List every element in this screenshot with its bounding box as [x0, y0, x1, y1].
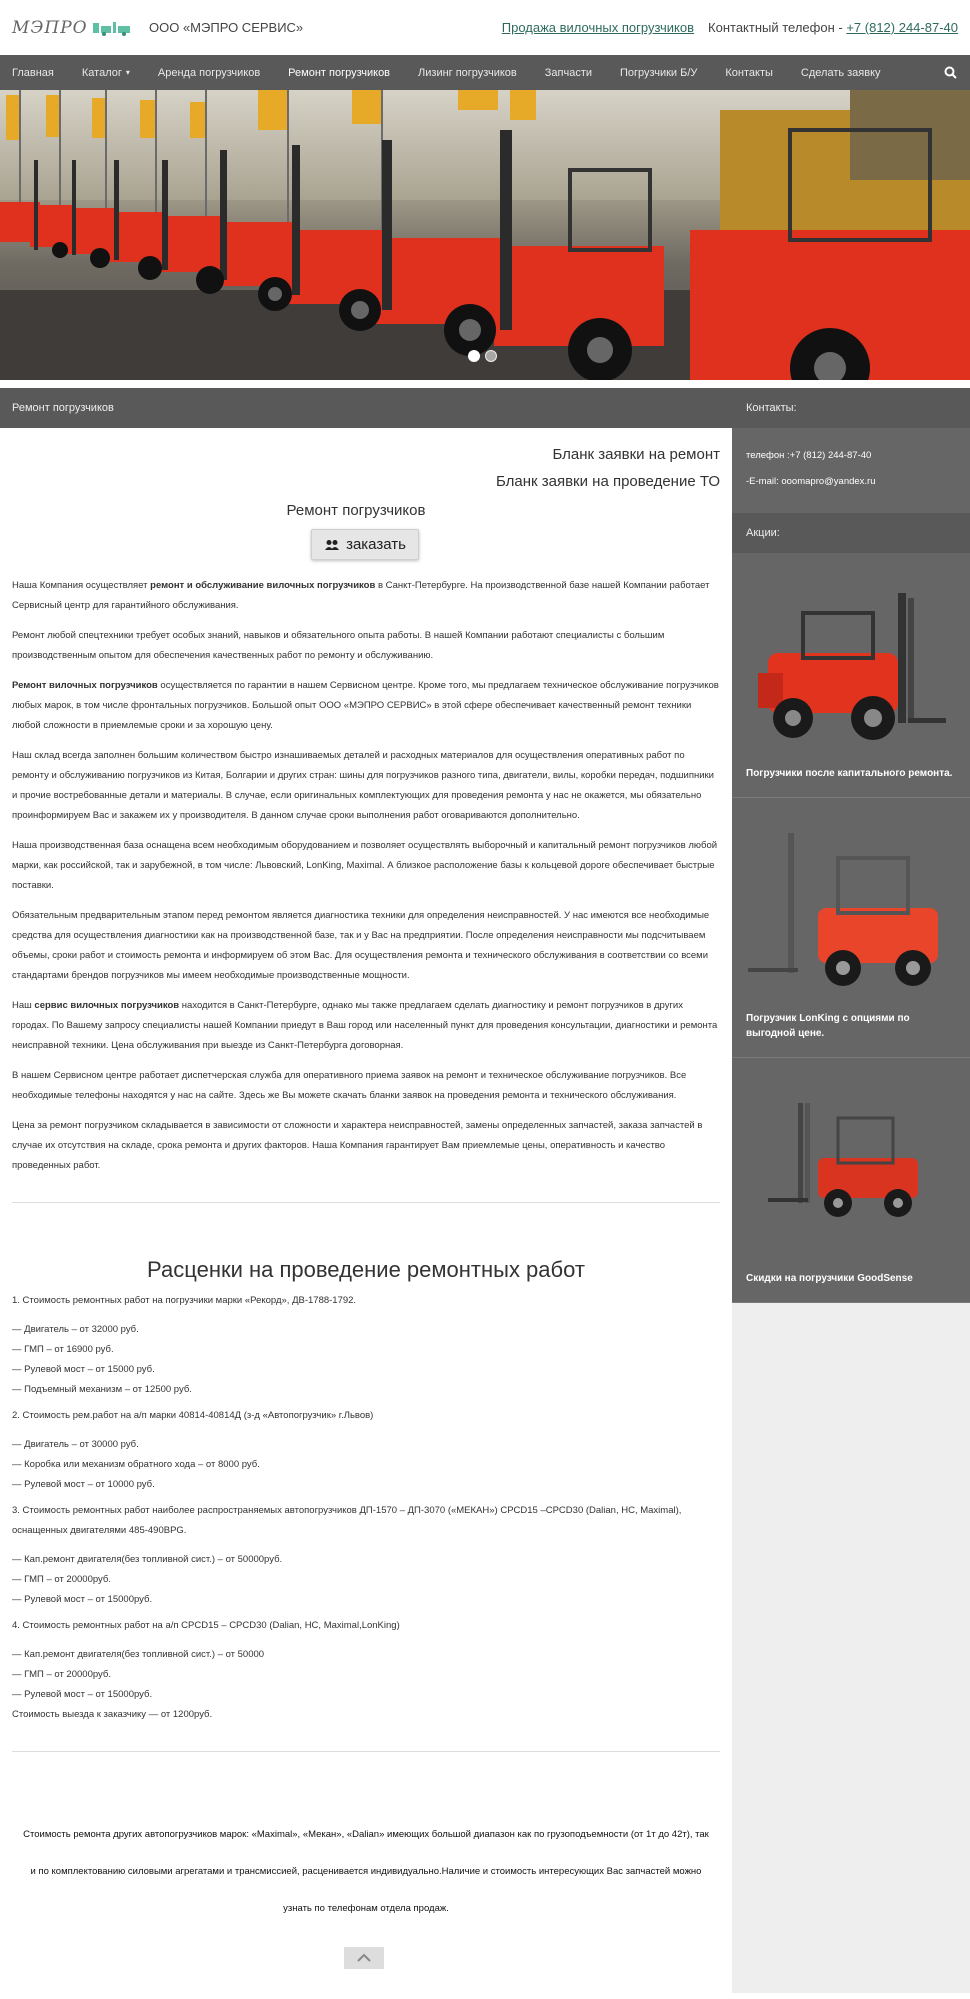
price-item: Стоимость выезда к заказчику — от 1200руб.	[12, 1709, 213, 1720]
sidebar-empty-area	[732, 1303, 970, 1993]
hero-forklifts-image	[0, 90, 970, 380]
forklift-lonking-image	[748, 828, 948, 998]
repair-form-link[interactable]: Бланк заявки на ремонт	[552, 446, 720, 463]
price-item: — Рулевой мост – от 15000 руб.	[12, 1364, 155, 1375]
nav-item-contacts[interactable]: Контакты	[725, 66, 773, 79]
nav-item-catalog[interactable]	[82, 67, 130, 79]
users-icon	[324, 539, 340, 551]
footer-note: Стоимость ремонта других автопогрузчиков марок: «Maximal», «Мекан», «Dalian» имеющих большой диапазон как по грузоподъемности (от 1т до 42т), так и по комплектованию силовыми агрегатами и трансмиссией, расценивается индивидуально.Наличие и стоимость интересующих Вас запчастей можно узнать по телефонам отдела продаж.	[23, 1829, 709, 1914]
chevron-up-icon	[356, 1953, 372, 1963]
promo-caption-3: Скидки на погрузчики GoodSense	[746, 1273, 913, 1284]
logo[interactable]	[12, 18, 137, 38]
slider-dot-1[interactable]	[468, 350, 480, 362]
phone-label: Контактный телефон -	[708, 20, 843, 35]
paragraph-9: Цена за ремонт погрузчиком складывается в зависимости от сложности и характера неисправностей, замены определенных запчастей, заказа запчастей в случае их отсутствия на складе, срока ремонта и других факторов. Наша Компания гарантирует Вам приемлемые цены, оперативность и качество проведенных работ.	[12, 1120, 703, 1171]
nav-item-parts[interactable]: Запчасти	[544, 66, 593, 79]
sidebar-promo-title: Акции:	[732, 513, 970, 553]
nav-item-home[interactable]: Главная	[12, 66, 54, 79]
forklift-logo-icon	[92, 20, 132, 36]
slider-dots	[468, 350, 497, 362]
price-item: — Подъемный механизм – от 12500 руб.	[12, 1384, 192, 1395]
forklift-goodsense-image	[748, 1098, 948, 1228]
price-item: — Кап.ремонт двигателя(без топливной сист.) – от 50000	[12, 1649, 265, 1660]
price-item: — ГМП – от 20000руб.	[12, 1574, 111, 1585]
hero-slider[interactable]	[0, 90, 970, 380]
paragraph-5: Наша производственная база оснащена всем необходимым оборудованием и позволяет осуществлять выборочный и капитальный ремонт погрузчиков любой марки, как российской, так и зарубежной, в том числе: Львовский, LonKing, Maximal. А близкое расположение базы к кольцевой дороге обеспечивает быстрые поставки.	[12, 840, 718, 891]
promo-caption-1: Погрузчики после капитального ремонта.	[746, 768, 953, 779]
promo-caption-2: Погрузчик LonKing с опциями по выгодной цене.	[746, 1013, 910, 1039]
price-group-2-head: 2. Стоимость рем.работ на а/п марки 40814-40814Д (з-д «Автопогрузчик» г.Львов)	[12, 1410, 374, 1421]
sidebar	[732, 388, 970, 1993]
price-group-4-head: 4. Стоимость ремонтных работ на а/п CPCD15 – CPCD30 (Dalian, HC, Maximal,LonKing)	[12, 1620, 400, 1631]
price-item: — ГМП – от 16900 руб.	[12, 1344, 114, 1355]
forklift-red-image	[748, 583, 948, 753]
company-name: ООО «МЭПРО СЕРВИС»	[149, 20, 304, 35]
promo-card-3[interactable]	[732, 1058, 970, 1303]
price-item: — Рулевой мост – от 15000руб.	[12, 1594, 153, 1605]
price-item: — Кап.ремонт двигателя(без топливной сист.) – от 50000руб.	[12, 1554, 283, 1565]
slider-dot-2[interactable]	[485, 350, 497, 362]
promo-card-1[interactable]	[732, 553, 970, 798]
search-icon	[944, 66, 957, 79]
bold-forklift-repair: Ремонт вилочных погрузчиков	[12, 680, 158, 691]
caret-down-icon: ▾	[125, 68, 130, 77]
paragraph-3: Ремонт вилочных погрузчиков осуществляется по гарантии в нашем Сервисном центре. Кроме того, мы предлагаем техническое обслуживание погрузчиков любых марок, в том числе фронтальных погрузчиков. Большой опыт ООО «МЭПРО СЕРВИС» в этой сфере обеспечивает качественный ремонт техники любой сложности в приемлемые сроки и за хорошую цену.	[12, 680, 719, 731]
price-item: — Рулевой мост – от 10000 руб.	[12, 1479, 155, 1490]
nav-item-catalog-label: Каталог	[81, 66, 122, 79]
nav-item-used[interactable]: Погрузчики Б/У	[620, 66, 698, 79]
search-button[interactable]	[930, 55, 970, 90]
paragraph-7: Наш сервис вилочных погрузчиков находится в Санкт-Петербурге, однако мы также предлагаем сделать диагностику и ремонт погрузчиков в других городах. По Вашему запросу специалисты нашей Компании приедут в Ваш город или населенный пункт для проведения консультации, диагностики и ремонта неисправной техники. Цена обслуживания при выезде из Санкт-Петербурга договорная.	[12, 1000, 718, 1051]
price-item: — Двигатель – от 32000 руб.	[12, 1324, 139, 1335]
price-group-1-head: 1. Стоимость ремонтных работ на погрузчики марки «Рекорд», ДВ-1788-1792.	[12, 1295, 357, 1306]
breadcrumb: Ремонт погрузчиков	[0, 388, 732, 428]
maintenance-form-link[interactable]: Бланк заявки на проведение ТО	[495, 473, 720, 490]
paragraph-6: Обязательным предварительным этапом перед ремонтом является диагностика техники для определения неисправностей. У нас имеются все необходимые средства для осуществления диагностики как на производственной базе, так и у Вас на предприятии. После определения неисправности мы подсчитываем объемы, сроки работ и стоимость ремонта и информируем об этом Вас. Для осуществления ремонта и технического обслуживания в соответствии со всеми стандартами брендов погрузчиков мы имеем необходимые производственные мощности.	[12, 910, 710, 981]
nav-item-leasing[interactable]: Лизинг погрузчиков	[418, 66, 517, 79]
logo-text: МЭПРО	[12, 17, 88, 38]
phone-link[interactable]: +7 (812) 244-87-40	[846, 20, 958, 35]
paragraph-1: Наша Компания осуществляет ремонт и обслуживание вилочных погрузчиков в Санкт-Петербурге. На производственной базе нашей Компании работает Сервисный центр для гарантийного обслуживания.	[12, 580, 710, 611]
sale-link[interactable]: Продажа вилочных погрузчиков	[501, 20, 695, 35]
bold-service: сервис вилочных погрузчиков	[34, 1000, 180, 1011]
bold-repair: ремонт и обслуживание вилочных погрузчиков	[150, 580, 376, 591]
paragraph-4: Наш склад всегда заполнен большим количеством быстро изнашиваемых деталей и расходных материалов для осуществления оперативных работ по ремонту и обслуживанию погрузчиков из Китая, Болгарии и других стран: шины для погрузчиков разного типа, двигатели, вилы, коробки передач, подшипники и прочие востребованные детали и материалы. В случае, если оригинальных комплектующих для проведения ремонта у нас не окажется, мы обязательно проинформируем Вас и закажем их у производителя. В данном случае сроки выполнения работ оговариваются дополнительно.	[12, 750, 714, 821]
paragraph-2: Ремонт любой спецтехники требует особых знаний, навыков и обязательного опыта работы. В нашей Компании работают специалисты с большим производственным опытом для обеспечения качественных работ по ремонту и обслуживанию.	[12, 630, 665, 661]
sidebar-contacts	[732, 428, 970, 513]
main-column	[0, 388, 732, 1993]
order-button[interactable]	[311, 529, 419, 560]
main-nav	[0, 55, 970, 90]
paragraph-8: В нашем Сервисном центре работает диспетчерская служба для оперативного приема заявок на ремонт и техническое обслуживание погрузчиков. Все необходимые телефоны находятся у нас на сайте. Здесь же Вы можете скачать бланки заявок на проведения ремонта и технического обслуживания.	[12, 1070, 687, 1101]
nav-item-request[interactable]: Сделать заявку	[800, 66, 881, 79]
nav-item-repair[interactable]: Ремонт погрузчиков	[288, 66, 391, 79]
sidebar-phone: телефон :+7 (812) 244-87-40	[746, 450, 872, 461]
price-group-3-head: 3. Стоимость ремонтных работ наиболее распространяемых автопогрузчиков ДП-1570 – ДП-3070 («МЕКАН») CPCD15 –CPCD30 (Dalian, HC, Maximal), оснащенных двигателями 485-490BPG.	[12, 1505, 682, 1536]
section-title: Ремонт погрузчиков	[286, 502, 426, 519]
order-button-label: заказать	[346, 536, 406, 553]
nav-item-rent[interactable]: Аренда погрузчиков	[157, 66, 261, 79]
scroll-top-button[interactable]	[344, 1947, 384, 1969]
prices-title: Расценки на проведение ремонтных работ	[147, 1257, 585, 1282]
divider	[12, 1202, 720, 1203]
price-item: — Коробка или механизм обратного хода – от 8000 руб.	[12, 1459, 260, 1470]
price-item: — Двигатель – от 30000 руб.	[12, 1439, 139, 1450]
sidebar-email[interactable]: -E-mail: ooomapro@yandex.ru	[746, 476, 876, 487]
divider	[12, 1751, 720, 1752]
sidebar-contacts-title: Контакты:	[732, 388, 970, 428]
price-item: — ГМП – от 20000руб.	[12, 1669, 111, 1680]
promo-card-2[interactable]	[732, 798, 970, 1058]
top-header	[0, 0, 970, 55]
price-item: — Рулевой мост – от 15000руб.	[12, 1689, 153, 1700]
